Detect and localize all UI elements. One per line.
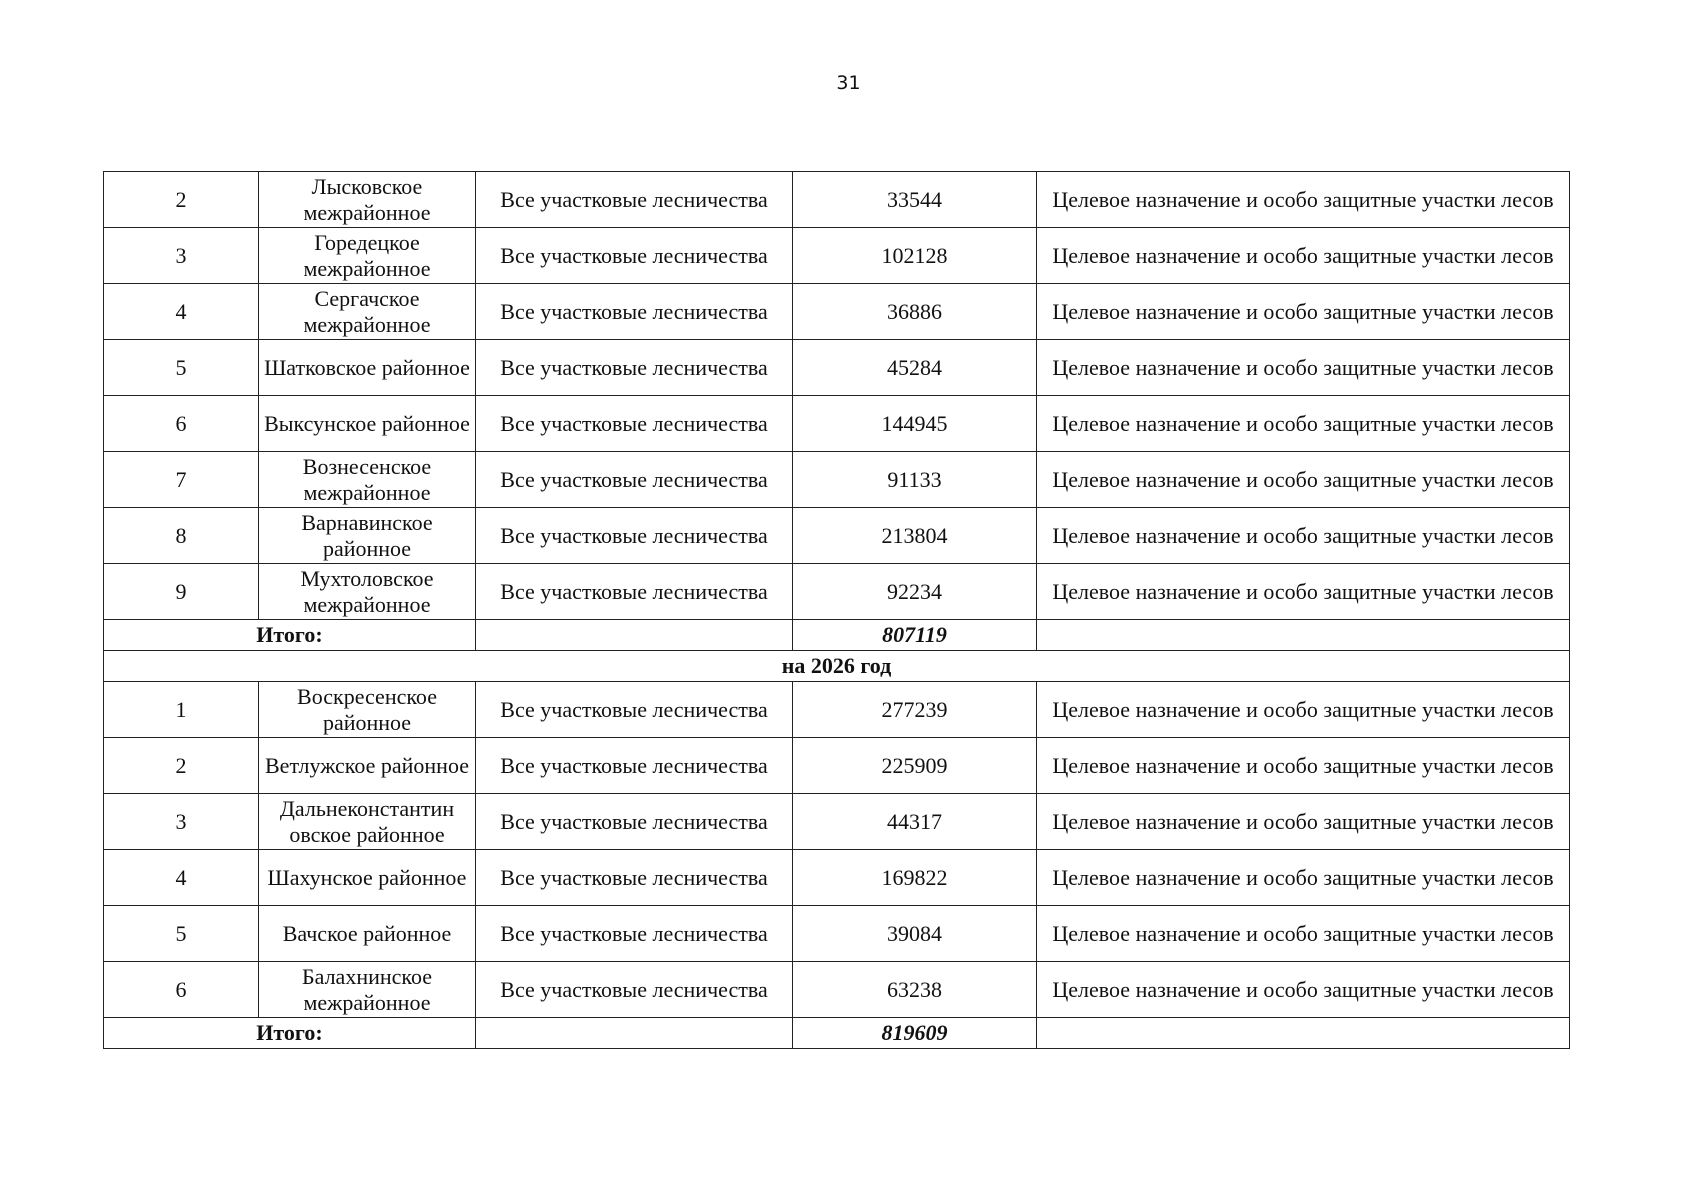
- row-number-cell: 2: [104, 172, 259, 228]
- table-row: [104, 564, 1570, 620]
- forestry-name-cell: Сергачское межрайонное: [259, 284, 476, 340]
- purpose-cell: Целевое назначение и особо защитные участки лесов: [1037, 738, 1570, 794]
- forestry-name-cell: Мухтоловское межрайонное: [259, 564, 476, 620]
- purpose-cell: Целевое назначение и особо защитные участки лесов: [1037, 794, 1570, 850]
- forestry-name-cell: Дальнеконстантин овское районное: [259, 794, 476, 850]
- purpose-cell: Целевое назначение и особо защитные участки лесов: [1037, 682, 1570, 738]
- district-scope-cell: Все участковые лесничества: [476, 962, 793, 1018]
- forestry-name-cell: Шатковское районное: [259, 340, 476, 396]
- forestry-name-cell: Горедецкое межрайонное: [259, 228, 476, 284]
- district-scope-cell: Все участковые лесничества: [476, 682, 793, 738]
- forestry-name-cell: Воскресенское районное: [259, 682, 476, 738]
- row-number-cell: 3: [104, 228, 259, 284]
- area-value-cell: 213804: [793, 508, 1037, 564]
- area-value-cell: 225909: [793, 738, 1037, 794]
- purpose-cell: Целевое назначение и особо защитные участки лесов: [1037, 906, 1570, 962]
- row-number-cell: 7: [104, 452, 259, 508]
- forestry-name-cell: Шахунское районное: [259, 850, 476, 906]
- row-number-cell: 3: [104, 794, 259, 850]
- total-empty-cell: [476, 620, 793, 651]
- area-value-cell: 92234: [793, 564, 1037, 620]
- page-number: 31: [836, 72, 861, 94]
- table-row: [104, 228, 1570, 284]
- table-row: [104, 340, 1570, 396]
- total-empty-cell: [1037, 620, 1570, 651]
- table-row: [104, 962, 1570, 1018]
- table-row: [104, 508, 1570, 564]
- district-scope-cell: Все участковые лесничества: [476, 396, 793, 452]
- row-number-cell: 8: [104, 508, 259, 564]
- table-row: [104, 284, 1570, 340]
- year-header-cell: на 2026 год: [104, 651, 1570, 682]
- purpose-cell: Целевое назначение и особо защитные участки лесов: [1037, 172, 1570, 228]
- table-row: [104, 850, 1570, 906]
- row-number-cell: 1: [104, 682, 259, 738]
- total-label-cell: Итого:: [104, 1018, 476, 1049]
- row-number-cell: 4: [104, 284, 259, 340]
- table-row: [104, 396, 1570, 452]
- row-number-cell: 4: [104, 850, 259, 906]
- forestry-name-cell: Ветлужское районное: [259, 738, 476, 794]
- area-value-cell: 144945: [793, 396, 1037, 452]
- table-row: [104, 794, 1570, 850]
- total-empty-cell: [1037, 1018, 1570, 1049]
- row-number-cell: 2: [104, 738, 259, 794]
- table-body: [104, 172, 1570, 1049]
- table-row: [104, 682, 1570, 738]
- purpose-cell: Целевое назначение и особо защитные участки лесов: [1037, 284, 1570, 340]
- district-scope-cell: Все участковые лесничества: [476, 850, 793, 906]
- purpose-cell: Целевое назначение и особо защитные участки лесов: [1037, 850, 1570, 906]
- area-value-cell: 91133: [793, 452, 1037, 508]
- table-row: [104, 172, 1570, 228]
- area-value-cell: 36886: [793, 284, 1037, 340]
- forestry-name-cell: Балахнинское межрайонное: [259, 962, 476, 1018]
- district-scope-cell: Все участковые лесничества: [476, 172, 793, 228]
- total-empty-cell: [476, 1018, 793, 1049]
- total-value-cell: 807119: [793, 620, 1037, 651]
- area-value-cell: 63238: [793, 962, 1037, 1018]
- district-scope-cell: Все участковые лесничества: [476, 340, 793, 396]
- area-value-cell: 45284: [793, 340, 1037, 396]
- purpose-cell: Целевое назначение и особо защитные участки лесов: [1037, 962, 1570, 1018]
- total-row: [104, 1018, 1570, 1049]
- forestry-name-cell: Выксунское районное: [259, 396, 476, 452]
- forestry-table: [103, 171, 1570, 1049]
- forestry-name-cell: Вознесенское межрайонное: [259, 452, 476, 508]
- year-header-row: [104, 651, 1570, 682]
- table-row: [104, 452, 1570, 508]
- row-number-cell: 5: [104, 906, 259, 962]
- purpose-cell: Целевое назначение и особо защитные участки лесов: [1037, 396, 1570, 452]
- district-scope-cell: Все участковые лесничества: [476, 564, 793, 620]
- district-scope-cell: Все участковые лесничества: [476, 738, 793, 794]
- forestry-name-cell: Варнавинское районное: [259, 508, 476, 564]
- area-value-cell: 33544: [793, 172, 1037, 228]
- row-number-cell: 6: [104, 396, 259, 452]
- total-value-cell: 819609: [793, 1018, 1037, 1049]
- purpose-cell: Целевое назначение и особо защитные участки лесов: [1037, 228, 1570, 284]
- row-number-cell: 9: [104, 564, 259, 620]
- forestry-name-cell: Лысковское межрайонное: [259, 172, 476, 228]
- area-value-cell: 169822: [793, 850, 1037, 906]
- total-label-cell: Итого:: [104, 620, 476, 651]
- area-value-cell: 277239: [793, 682, 1037, 738]
- row-number-cell: 6: [104, 962, 259, 1018]
- area-value-cell: 44317: [793, 794, 1037, 850]
- table-row: [104, 738, 1570, 794]
- forestry-name-cell: Вачское районное: [259, 906, 476, 962]
- district-scope-cell: Все участковые лесничества: [476, 508, 793, 564]
- total-row: [104, 620, 1570, 651]
- row-number-cell: 5: [104, 340, 259, 396]
- district-scope-cell: Все участковые лесничества: [476, 794, 793, 850]
- purpose-cell: Целевое назначение и особо защитные участки лесов: [1037, 508, 1570, 564]
- table-row: [104, 906, 1570, 962]
- district-scope-cell: Все участковые лесничества: [476, 452, 793, 508]
- district-scope-cell: Все участковые лесничества: [476, 284, 793, 340]
- area-value-cell: 102128: [793, 228, 1037, 284]
- purpose-cell: Целевое назначение и особо защитные участки лесов: [1037, 452, 1570, 508]
- area-value-cell: 39084: [793, 906, 1037, 962]
- purpose-cell: Целевое назначение и особо защитные участки лесов: [1037, 564, 1570, 620]
- district-scope-cell: Все участковые лесничества: [476, 906, 793, 962]
- purpose-cell: Целевое назначение и особо защитные участки лесов: [1037, 340, 1570, 396]
- district-scope-cell: Все участковые лесничества: [476, 228, 793, 284]
